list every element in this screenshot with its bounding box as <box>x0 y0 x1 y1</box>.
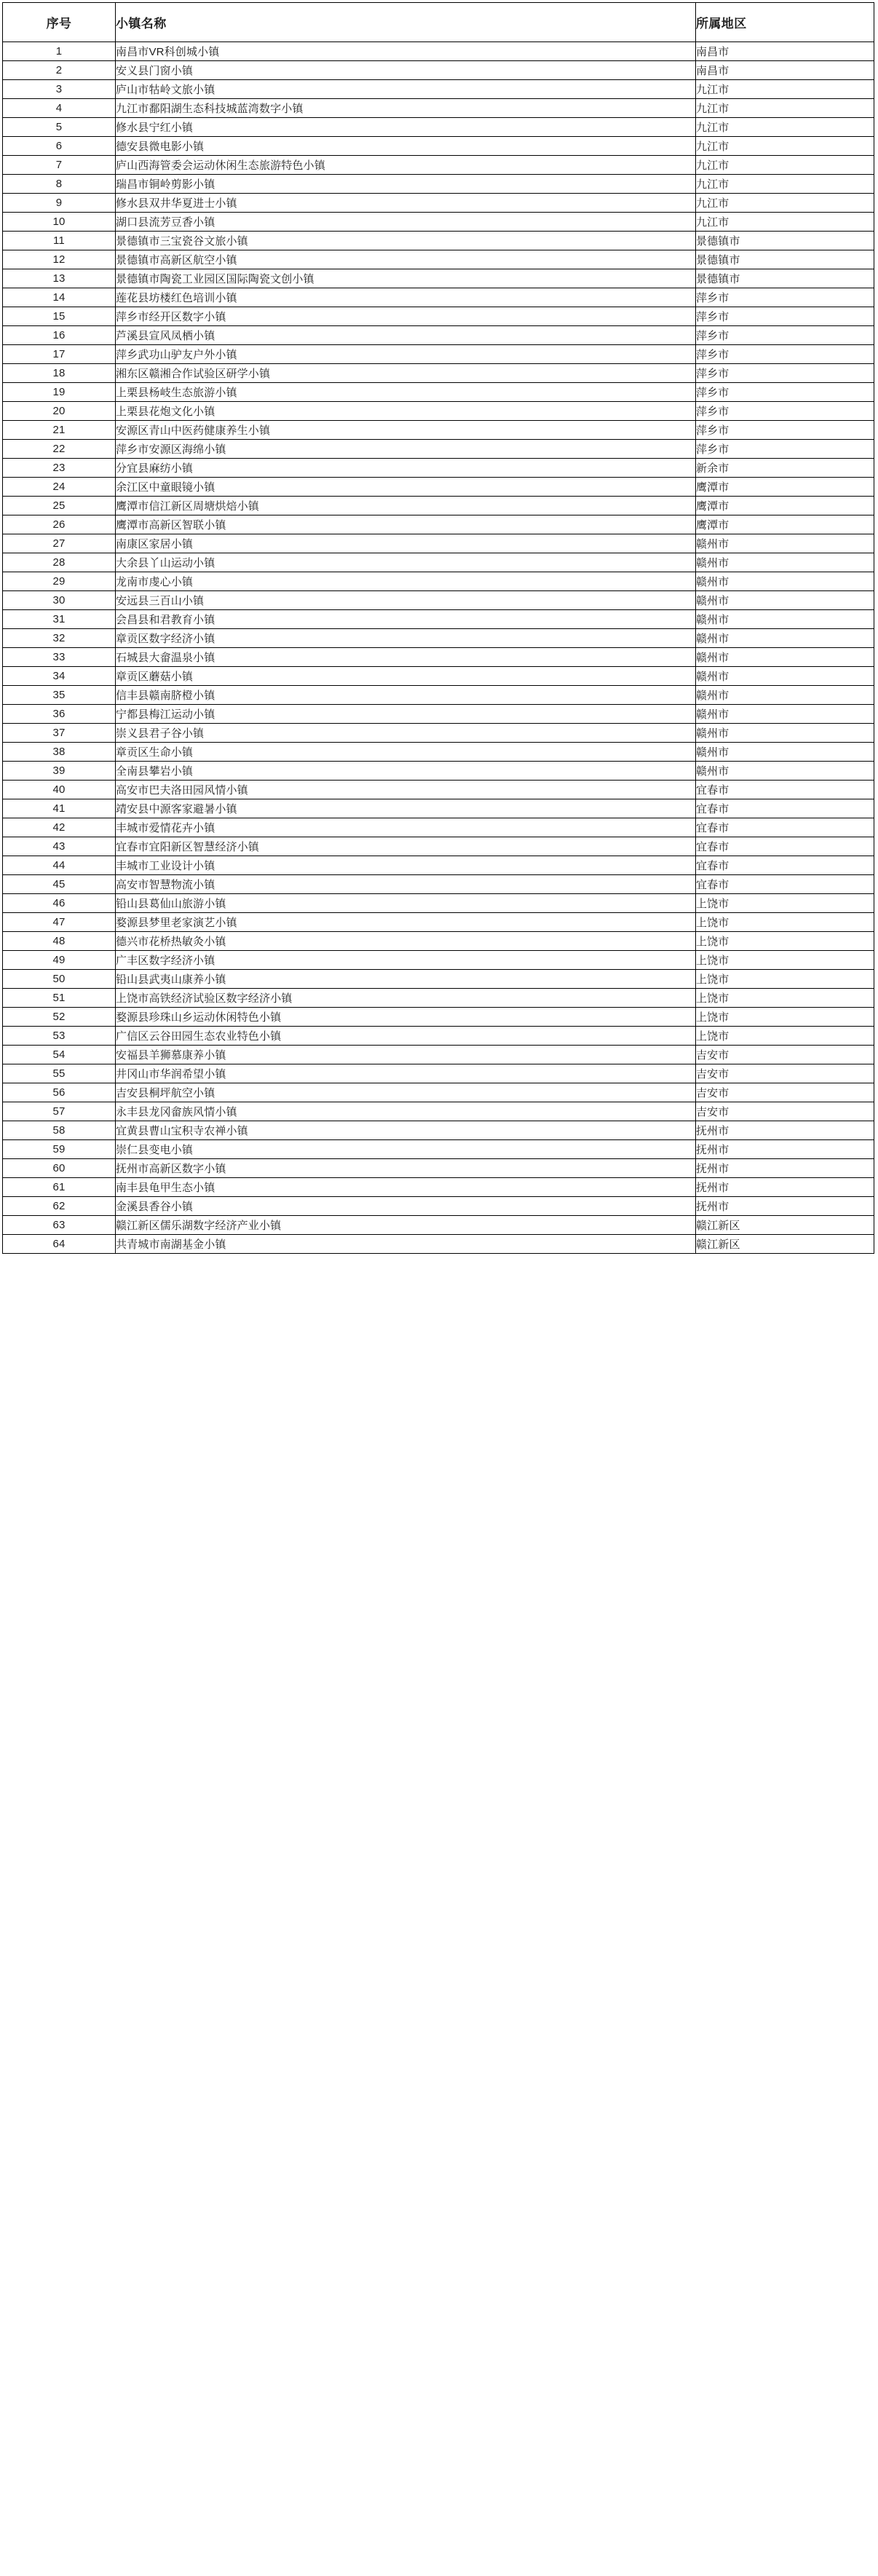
table-row <box>3 156 874 175</box>
table-row <box>3 61 874 80</box>
table-cell-name: 湘东区赣湘合作试验区研学小镇 <box>116 364 696 383</box>
table-cell-index: 9 <box>3 194 116 213</box>
table-cell-name: 抚州市高新区数字小镇 <box>116 1159 696 1178</box>
table-cell-index: 3 <box>3 80 116 99</box>
table-cell-area: 吉安市 <box>696 1083 874 1102</box>
table-cell-index: 40 <box>3 781 116 799</box>
table-row <box>3 80 874 99</box>
table-cell-area: 赣州市 <box>696 648 874 667</box>
table-cell-index: 49 <box>3 951 116 970</box>
table-cell-name: 庐山市牯岭文旅小镇 <box>116 80 696 99</box>
table-cell-index: 41 <box>3 799 116 818</box>
table-cell-area: 九江市 <box>696 194 874 213</box>
table-cell-area: 宜春市 <box>696 799 874 818</box>
table-cell-name: 宜黄县曹山宝积寺农禅小镇 <box>116 1121 696 1140</box>
table-cell-area: 南昌市 <box>696 42 874 61</box>
table-cell-name: 德兴市花桥热敏灸小镇 <box>116 932 696 951</box>
table-cell-area: 上饶市 <box>696 932 874 951</box>
table-cell-area: 赣江新区 <box>696 1235 874 1254</box>
table-cell-name: 安源区青山中医药健康养生小镇 <box>116 421 696 440</box>
table-cell-area: 上饶市 <box>696 894 874 913</box>
table-cell-area: 抚州市 <box>696 1121 874 1140</box>
table-cell-index: 63 <box>3 1216 116 1235</box>
table-row <box>3 553 874 572</box>
table-cell-name: 吉安县桐坪航空小镇 <box>116 1083 696 1102</box>
table-cell-index: 1 <box>3 42 116 61</box>
table-cell-area: 吉安市 <box>696 1102 874 1121</box>
table-cell-area: 宜春市 <box>696 875 874 894</box>
table-cell-name: 崇仁县变电小镇 <box>116 1140 696 1159</box>
table-row <box>3 1216 874 1235</box>
table-cell-name: 莲花县坊楼红色培训小镇 <box>116 288 696 307</box>
table-row <box>3 1064 874 1083</box>
table-cell-area: 赣江新区 <box>696 1216 874 1235</box>
table-row <box>3 99 874 118</box>
table-cell-index: 21 <box>3 421 116 440</box>
table-cell-area: 鹰潭市 <box>696 478 874 497</box>
table-cell-index: 7 <box>3 156 116 175</box>
table-row <box>3 288 874 307</box>
table-cell-index: 24 <box>3 478 116 497</box>
table-cell-index: 32 <box>3 629 116 648</box>
table-cell-name: 德安县微电影小镇 <box>116 137 696 156</box>
table-row <box>3 686 874 705</box>
table-cell-index: 11 <box>3 232 116 250</box>
table-cell-index: 43 <box>3 837 116 856</box>
table-row <box>3 118 874 137</box>
table-cell-index: 34 <box>3 667 116 686</box>
table-cell-area: 赣州市 <box>696 762 874 781</box>
table-row <box>3 1083 874 1102</box>
table-cell-area: 赣州市 <box>696 629 874 648</box>
table-row <box>3 724 874 743</box>
table-cell-area: 九江市 <box>696 175 874 194</box>
table-cell-name: 湖口县流芳豆香小镇 <box>116 213 696 232</box>
table-cell-area: 上饶市 <box>696 970 874 989</box>
table-cell-index: 55 <box>3 1064 116 1083</box>
table-row <box>3 42 874 61</box>
table-row <box>3 818 874 837</box>
table-cell-index: 48 <box>3 932 116 951</box>
table-row <box>3 497 874 515</box>
table-cell-area: 萍乡市 <box>696 364 874 383</box>
table-row <box>3 1121 874 1140</box>
table-cell-area: 赣州市 <box>696 705 874 724</box>
table-row <box>3 459 874 478</box>
table-cell-area: 景德镇市 <box>696 269 874 288</box>
table-row <box>3 1159 874 1178</box>
table-cell-index: 51 <box>3 989 116 1008</box>
table-cell-name: 全南县攀岩小镇 <box>116 762 696 781</box>
table-cell-name: 宜春市宜阳新区智慧经济小镇 <box>116 837 696 856</box>
table-cell-index: 37 <box>3 724 116 743</box>
table-row <box>3 1027 874 1046</box>
table-row <box>3 515 874 534</box>
table-cell-index: 17 <box>3 345 116 364</box>
table-row <box>3 1235 874 1254</box>
table-row <box>3 837 874 856</box>
table-cell-name: 崇义县君子谷小镇 <box>116 724 696 743</box>
table-cell-name: 大余县丫山运动小镇 <box>116 553 696 572</box>
table-cell-index: 8 <box>3 175 116 194</box>
table-cell-area: 九江市 <box>696 137 874 156</box>
table-cell-name: 信丰县赣南脐橙小镇 <box>116 686 696 705</box>
table-cell-name: 金溪县香谷小镇 <box>116 1197 696 1216</box>
table-cell-area: 赣州市 <box>696 724 874 743</box>
table-cell-name: 共青城市南湖基金小镇 <box>116 1235 696 1254</box>
table-cell-index: 45 <box>3 875 116 894</box>
table-cell-area: 宜春市 <box>696 818 874 837</box>
table-row <box>3 1008 874 1027</box>
table-cell-area: 抚州市 <box>696 1159 874 1178</box>
table-cell-area: 景德镇市 <box>696 250 874 269</box>
table-row <box>3 667 874 686</box>
table-cell-name: 上栗县杨岐生态旅游小镇 <box>116 383 696 402</box>
table-cell-name: 鹰潭市高新区智联小镇 <box>116 515 696 534</box>
table-row <box>3 478 874 497</box>
table-cell-area: 上饶市 <box>696 913 874 932</box>
table-cell-area: 赣州市 <box>696 610 874 629</box>
table-row <box>3 137 874 156</box>
table-cell-index: 20 <box>3 402 116 421</box>
table-cell-area: 萍乡市 <box>696 288 874 307</box>
table-cell-index: 6 <box>3 137 116 156</box>
table-cell-area: 鹰潭市 <box>696 497 874 515</box>
table-row <box>3 799 874 818</box>
table-cell-name: 永丰县龙冈畲族风情小镇 <box>116 1102 696 1121</box>
table-cell-name: 铅山县葛仙山旅游小镇 <box>116 894 696 913</box>
table-cell-name: 修水县双井华夏进士小镇 <box>116 194 696 213</box>
table-row <box>3 1197 874 1216</box>
table-cell-index: 13 <box>3 269 116 288</box>
table-row <box>3 781 874 799</box>
table-row <box>3 440 874 459</box>
table-cell-index: 38 <box>3 743 116 762</box>
table-row <box>3 894 874 913</box>
table-cell-name: 安福县羊狮慕康养小镇 <box>116 1046 696 1064</box>
table-cell-area: 上饶市 <box>696 1027 874 1046</box>
table-cell-index: 18 <box>3 364 116 383</box>
table-row <box>3 175 874 194</box>
table-cell-index: 26 <box>3 515 116 534</box>
table-cell-index: 39 <box>3 762 116 781</box>
table-row <box>3 1140 874 1159</box>
table-header-row <box>3 3 874 42</box>
table-cell-area: 赣州市 <box>696 534 874 553</box>
table-cell-name: 婺源县珍珠山乡运动休闲特色小镇 <box>116 1008 696 1027</box>
table-cell-area: 萍乡市 <box>696 383 874 402</box>
table-row <box>3 194 874 213</box>
table-row <box>3 591 874 610</box>
characteristic-towns-table <box>2 2 874 1254</box>
table-cell-name: 章贡区蘑菇小镇 <box>116 667 696 686</box>
table-cell-area: 萍乡市 <box>696 440 874 459</box>
table-cell-index: 53 <box>3 1027 116 1046</box>
table-row <box>3 213 874 232</box>
table-cell-index: 28 <box>3 553 116 572</box>
table-cell-index: 46 <box>3 894 116 913</box>
table-cell-area: 萍乡市 <box>696 402 874 421</box>
column-header-index: 序号 <box>3 3 116 42</box>
table-cell-name: 丰城市爱情花卉小镇 <box>116 818 696 837</box>
table-cell-area: 上饶市 <box>696 989 874 1008</box>
table-cell-name: 上饶市高铁经济试验区数字经济小镇 <box>116 989 696 1008</box>
table-row <box>3 970 874 989</box>
table-header <box>3 3 874 42</box>
table-cell-name: 石城县大畲温泉小镇 <box>116 648 696 667</box>
table-cell-name: 赣江新区儒乐湖数字经济产业小镇 <box>116 1216 696 1235</box>
table-cell-index: 12 <box>3 250 116 269</box>
table-cell-area: 赣州市 <box>696 667 874 686</box>
table-cell-area: 萍乡市 <box>696 326 874 345</box>
table-cell-name: 章贡区数字经济小镇 <box>116 629 696 648</box>
table-cell-area: 九江市 <box>696 118 874 137</box>
table-row <box>3 1102 874 1121</box>
table-cell-area: 新余市 <box>696 459 874 478</box>
table-row <box>3 856 874 875</box>
table-row <box>3 534 874 553</box>
table-cell-index: 35 <box>3 686 116 705</box>
table-row <box>3 307 874 326</box>
table-cell-name: 修水县宁红小镇 <box>116 118 696 137</box>
table-cell-area: 九江市 <box>696 99 874 118</box>
table-cell-index: 27 <box>3 534 116 553</box>
table-cell-area: 赣州市 <box>696 553 874 572</box>
table-row <box>3 364 874 383</box>
table-row <box>3 951 874 970</box>
table-cell-area: 九江市 <box>696 156 874 175</box>
table-row <box>3 629 874 648</box>
table-row <box>3 762 874 781</box>
column-header-area: 所属地区 <box>696 3 874 42</box>
table-row <box>3 269 874 288</box>
table-cell-index: 61 <box>3 1178 116 1197</box>
table-cell-area: 景德镇市 <box>696 232 874 250</box>
table-cell-index: 59 <box>3 1140 116 1159</box>
table-cell-index: 52 <box>3 1008 116 1027</box>
table-row <box>3 232 874 250</box>
table-cell-index: 64 <box>3 1235 116 1254</box>
table-cell-area: 南昌市 <box>696 61 874 80</box>
table-cell-index: 2 <box>3 61 116 80</box>
table-row <box>3 421 874 440</box>
table-cell-index: 22 <box>3 440 116 459</box>
table-cell-name: 萍乡市经开区数字小镇 <box>116 307 696 326</box>
table-cell-name: 景德镇市陶瓷工业园区国际陶瓷文创小镇 <box>116 269 696 288</box>
table-cell-index: 19 <box>3 383 116 402</box>
table-cell-name: 瑞昌市铜岭剪影小镇 <box>116 175 696 194</box>
table-cell-area: 萍乡市 <box>696 421 874 440</box>
table-row <box>3 345 874 364</box>
table-cell-area: 九江市 <box>696 80 874 99</box>
table-cell-name: 南昌市VR科创城小镇 <box>116 42 696 61</box>
table-cell-name: 安义县门窗小镇 <box>116 61 696 80</box>
table-cell-name: 广信区云谷田园生态农业特色小镇 <box>116 1027 696 1046</box>
table-row <box>3 913 874 932</box>
table-cell-index: 29 <box>3 572 116 591</box>
table-cell-index: 60 <box>3 1159 116 1178</box>
table-cell-area: 赣州市 <box>696 591 874 610</box>
table-cell-name: 章贡区生命小镇 <box>116 743 696 762</box>
table-cell-name: 丰城市工业设计小镇 <box>116 856 696 875</box>
table-cell-area: 萍乡市 <box>696 345 874 364</box>
table-row <box>3 743 874 762</box>
table-row <box>3 648 874 667</box>
table-cell-name: 芦溪县宣风凤栖小镇 <box>116 326 696 345</box>
table-cell-area: 宜春市 <box>696 837 874 856</box>
table-cell-index: 23 <box>3 459 116 478</box>
table-cell-area: 赣州市 <box>696 743 874 762</box>
table-cell-name: 会昌县和君教育小镇 <box>116 610 696 629</box>
table-row <box>3 705 874 724</box>
table-cell-area: 赣州市 <box>696 686 874 705</box>
table-cell-area: 萍乡市 <box>696 307 874 326</box>
table-cell-index: 5 <box>3 118 116 137</box>
table-cell-name: 婺源县梦里老家演艺小镇 <box>116 913 696 932</box>
table-cell-name: 井冈山市华润希望小镇 <box>116 1064 696 1083</box>
table-cell-name: 安远县三百山小镇 <box>116 591 696 610</box>
table-cell-name: 南丰县龟甲生态小镇 <box>116 1178 696 1197</box>
table-row <box>3 989 874 1008</box>
table-cell-area: 赣州市 <box>696 572 874 591</box>
table-cell-index: 33 <box>3 648 116 667</box>
table-row <box>3 402 874 421</box>
table-cell-name: 萍乡市安源区海绵小镇 <box>116 440 696 459</box>
table-cell-index: 47 <box>3 913 116 932</box>
table-cell-name: 高安市巴夫洛田园风情小镇 <box>116 781 696 799</box>
table-row <box>3 932 874 951</box>
column-header-name: 小镇名称 <box>116 3 696 42</box>
table-cell-area: 上饶市 <box>696 951 874 970</box>
table-cell-index: 15 <box>3 307 116 326</box>
table-cell-area: 抚州市 <box>696 1140 874 1159</box>
table-body <box>3 42 874 1254</box>
table-row <box>3 250 874 269</box>
table-cell-index: 50 <box>3 970 116 989</box>
table-cell-index: 30 <box>3 591 116 610</box>
table-row <box>3 610 874 629</box>
table-cell-index: 25 <box>3 497 116 515</box>
table-cell-index: 10 <box>3 213 116 232</box>
table-cell-area: 抚州市 <box>696 1197 874 1216</box>
table-cell-name: 庐山西海管委会运动休闲生态旅游特色小镇 <box>116 156 696 175</box>
table-row <box>3 1178 874 1197</box>
table-cell-index: 62 <box>3 1197 116 1216</box>
table-cell-index: 54 <box>3 1046 116 1064</box>
table-cell-index: 57 <box>3 1102 116 1121</box>
table-row <box>3 1046 874 1064</box>
table-cell-name: 九江市鄱阳湖生态科技城蓝湾数字小镇 <box>116 99 696 118</box>
table-cell-area: 宜春市 <box>696 781 874 799</box>
table-row <box>3 875 874 894</box>
table-row <box>3 383 874 402</box>
table-cell-name: 上栗县花炮文化小镇 <box>116 402 696 421</box>
table-cell-name: 龙南市虔心小镇 <box>116 572 696 591</box>
table-cell-name: 景德镇市三宝瓷谷文旅小镇 <box>116 232 696 250</box>
table-cell-name: 宁都县梅江运动小镇 <box>116 705 696 724</box>
table-cell-index: 16 <box>3 326 116 345</box>
table-cell-index: 36 <box>3 705 116 724</box>
table-cell-name: 鹰潭市信江新区周塘烘焙小镇 <box>116 497 696 515</box>
table-cell-index: 14 <box>3 288 116 307</box>
table-cell-index: 4 <box>3 99 116 118</box>
table-cell-name: 靖安县中源客家避暑小镇 <box>116 799 696 818</box>
table-cell-name: 南康区家居小镇 <box>116 534 696 553</box>
table-row <box>3 572 874 591</box>
table-cell-index: 56 <box>3 1083 116 1102</box>
table-cell-area: 上饶市 <box>696 1008 874 1027</box>
table-cell-name: 铅山县武夷山康养小镇 <box>116 970 696 989</box>
table-cell-index: 31 <box>3 610 116 629</box>
table-cell-area: 吉安市 <box>696 1046 874 1064</box>
table-cell-index: 44 <box>3 856 116 875</box>
table-cell-index: 42 <box>3 818 116 837</box>
table-cell-name: 景德镇市高新区航空小镇 <box>116 250 696 269</box>
table-cell-area: 鹰潭市 <box>696 515 874 534</box>
table-cell-index: 58 <box>3 1121 116 1140</box>
table-cell-name: 萍乡武功山驴友户外小镇 <box>116 345 696 364</box>
table-cell-area: 抚州市 <box>696 1178 874 1197</box>
table-cell-name: 高安市智慧物流小镇 <box>116 875 696 894</box>
table-cell-area: 吉安市 <box>696 1064 874 1083</box>
table-row <box>3 326 874 345</box>
table-cell-area: 宜春市 <box>696 856 874 875</box>
table-cell-name: 余江区中童眼镜小镇 <box>116 478 696 497</box>
table-cell-name: 分宜县麻纺小镇 <box>116 459 696 478</box>
table-cell-name: 广丰区数字经济小镇 <box>116 951 696 970</box>
table-cell-area: 九江市 <box>696 213 874 232</box>
